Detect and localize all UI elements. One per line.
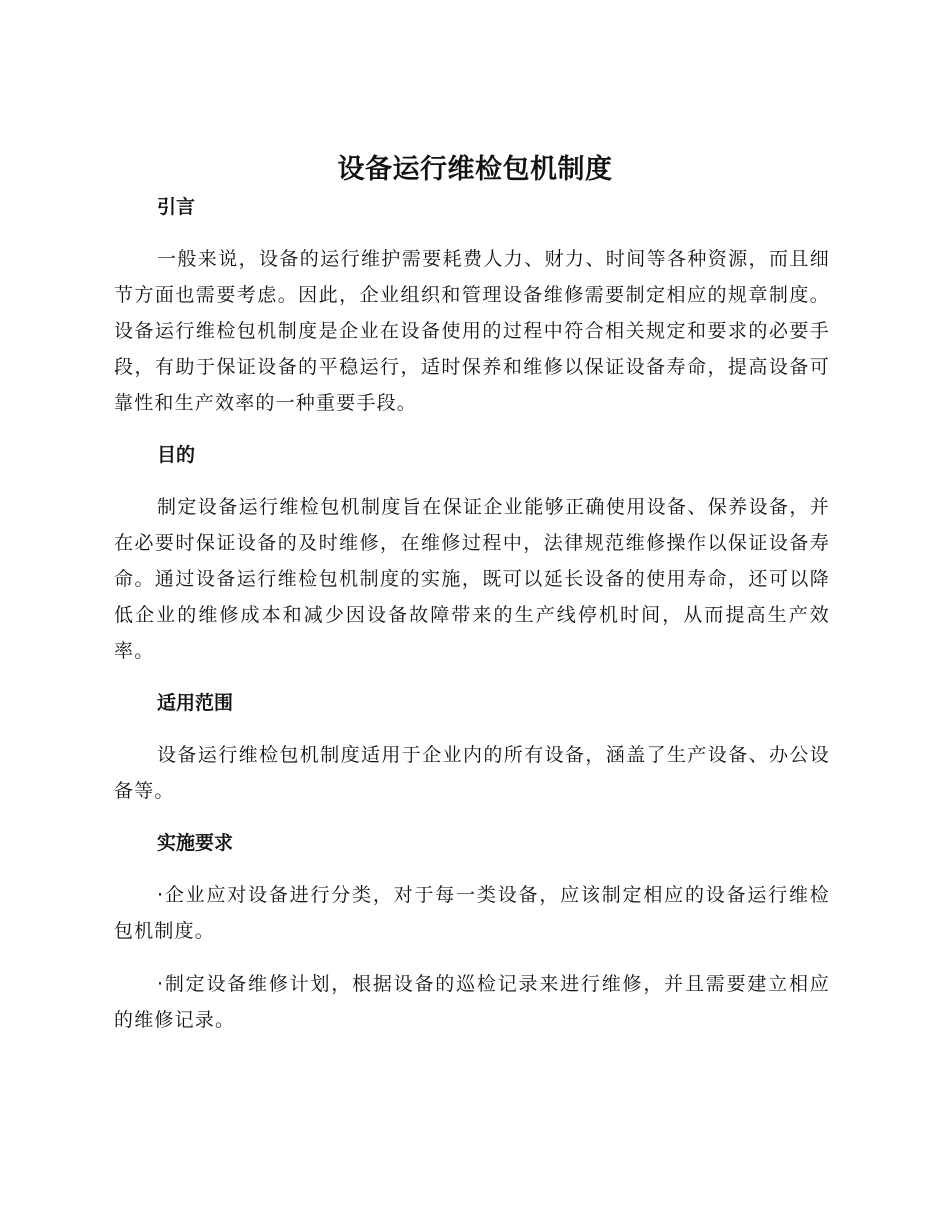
document-title: 设备运行维检包机制度 xyxy=(337,154,613,185)
bullet-item: ·企业应对设备进行分类，对于每一类设备，应该制定相应的设备运行维检包机制度。 xyxy=(114,884,830,942)
bullet-item: ·制定设备维修计划，根据设备的巡检记录来进行维修，并且需要建立相应的维修记录。 xyxy=(114,973,830,1031)
document-body xyxy=(114,190,830,1038)
paragraph: 设备运行维检包机制度适用于企业内的所有设备，涵盖了生产设备、办公设备等。 xyxy=(114,744,830,802)
section-purpose xyxy=(114,438,830,669)
paragraph: 制定设备运行维检包机制度旨在保证企业能够正确使用设备、保养设备，并在必要时保证设备的及时维修，在维修过程中，法律规范维修操作以保证设备寿命。通过设备运行维检包机制度的实施，既可以延长设备的使用寿命，还可以降低企业的维修成本和减少因设备故障带来的生产线停机时间，从而提高生产效率。 xyxy=(114,496,830,662)
section-heading: 引言 xyxy=(157,196,196,218)
section-heading: 实施要求 xyxy=(157,832,234,854)
section-introduction xyxy=(114,190,830,421)
section-heading: 适用范围 xyxy=(157,692,234,714)
section-heading: 目的 xyxy=(157,444,196,466)
paragraph: 一般来说，设备的运行维护需要耗费人力、财力、时间等各种资源，而且细节方面也需要考虑。因此，企业组织和管理设备维修需要制定相应的规章制度。设备运行维检包机制度是企业在设备使用的过程中符合相关规定和要求的必要手段，有助于保证设备的平稳运行，适时保养和维修以保证设备寿命，提高设备可靠性和生产效率的一种重要手段。 xyxy=(114,248,830,414)
section-scope xyxy=(114,686,830,809)
section-requirements xyxy=(114,826,830,1038)
